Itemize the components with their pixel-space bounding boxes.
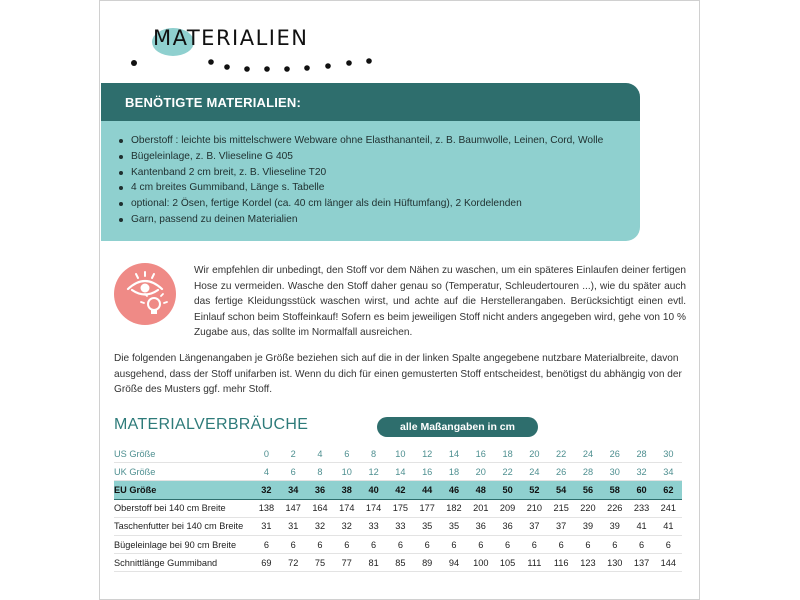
table-cell: 6 [333, 535, 360, 553]
table-cell: 30 [655, 445, 682, 463]
table-cell: 35 [441, 517, 468, 535]
unit-note-badge: alle Maßangaben in cm [377, 417, 538, 437]
table-cell: 12 [360, 463, 387, 481]
table-cell: 130 [601, 554, 628, 572]
table-cell: 20 [521, 445, 548, 463]
table-cell: 32 [307, 517, 334, 535]
table-cell: 164 [307, 499, 334, 517]
material-consumption-table [114, 445, 682, 572]
table-cell: 39 [601, 517, 628, 535]
table-cell: 89 [414, 554, 441, 572]
table-cell: 36 [307, 481, 334, 499]
table-cell: 123 [575, 554, 602, 572]
materials-list-box [101, 121, 640, 241]
table-cell: 14 [441, 445, 468, 463]
table-cell: 6 [628, 535, 655, 553]
table-row [114, 463, 682, 481]
table-cell: 174 [360, 499, 387, 517]
table-cell: 37 [521, 517, 548, 535]
table-row [114, 554, 682, 572]
table-cell: 6 [253, 535, 280, 553]
list-item: 4 cm breites Gummiband, Länge s. Tabelle [119, 180, 603, 196]
table-cell: 210 [521, 499, 548, 517]
table-cell: 18 [441, 463, 468, 481]
table-row [114, 535, 682, 553]
table-cell: 147 [280, 499, 307, 517]
table-cell: 36 [494, 517, 521, 535]
table-cell: 138 [253, 499, 280, 517]
table-cell: 14 [387, 463, 414, 481]
table-cell: 182 [441, 499, 468, 517]
table-row [114, 481, 682, 499]
table-cell: 12 [414, 445, 441, 463]
table-cell: 38 [333, 481, 360, 499]
row-label: Schnittlänge Gummiband [114, 554, 253, 572]
table-cell: 41 [628, 517, 655, 535]
table-cell: 201 [467, 499, 494, 517]
table-cell: 4 [253, 463, 280, 481]
table-cell: 26 [601, 445, 628, 463]
row-label: EU Größe [114, 481, 253, 499]
table-cell: 85 [387, 554, 414, 572]
table-cell: 10 [333, 463, 360, 481]
table-cell: 77 [333, 554, 360, 572]
table-cell: 4 [307, 445, 334, 463]
decorative-dots [100, 1, 700, 81]
table-cell: 36 [467, 517, 494, 535]
table-cell: 6 [467, 535, 494, 553]
table-cell: 75 [307, 554, 334, 572]
table-cell: 42 [387, 481, 414, 499]
table-cell: 24 [521, 463, 548, 481]
table-cell: 8 [307, 463, 334, 481]
table-cell: 18 [494, 445, 521, 463]
table-cell: 81 [360, 554, 387, 572]
table-row [114, 445, 682, 463]
page-title: MATERIALIEN [153, 26, 309, 50]
table-cell: 34 [280, 481, 307, 499]
list-item: optional: 2 Ösen, fertige Kordel (ca. 40 cm länger als dein Hüftumfang), 2 Kordelenden [119, 196, 603, 212]
table-cell: 39 [575, 517, 602, 535]
materials-heading-bar [101, 83, 640, 121]
consumption-title: MATERIALVERBRÄUCHE [114, 416, 309, 433]
row-label: US Größe [114, 445, 253, 463]
table-cell: 177 [414, 499, 441, 517]
table-cell: 52 [521, 481, 548, 499]
table-cell: 26 [548, 463, 575, 481]
table-cell: 24 [575, 445, 602, 463]
list-item: Oberstoff : leichte bis mittelschwere Webware ohne Elasthananteil, z. B. Baumwolle, Leinen, Cord, Wolle [119, 133, 603, 149]
washing-tip-text: Wir empfehlen dir unbedingt, den Stoff vor dem Nähen zu waschen, um ein späteres Einlaufen deiner fertigen Hose zu vermeiden. Wasche den Stoff daher genau so (Temperatur, Schleudertouren ...), wie du später auch das fertige Kleidungsstück waschen wirst, und achte auf die Herstellerangaben. Berücksichtigt einen evtl. Einlauf schon beim Stoffeinkauf! Sofern es beim jeweiligen Stoff nicht anders angegeben wird, gehe von 10 % Zugabe aus, das sollte im Normalfall ausreichen. [194, 265, 686, 338]
table-cell: 28 [628, 445, 655, 463]
table-cell: 69 [253, 554, 280, 572]
table-cell: 16 [414, 463, 441, 481]
table-cell: 144 [655, 554, 682, 572]
table-cell: 6 [280, 535, 307, 553]
table-cell: 6 [307, 535, 334, 553]
row-label: Bügeleinlage bei 90 cm Breite [114, 535, 253, 553]
row-label: Oberstoff bei 140 cm Breite [114, 499, 253, 517]
table-cell: 116 [548, 554, 575, 572]
table-cell: 30 [601, 463, 628, 481]
table-cell: 35 [414, 517, 441, 535]
row-label: Taschenfutter bei 140 cm Breite [114, 517, 253, 535]
table-cell: 6 [414, 535, 441, 553]
table-cell: 34 [655, 463, 682, 481]
table-cell: 2 [280, 445, 307, 463]
materials-list [119, 133, 603, 228]
table-cell: 31 [253, 517, 280, 535]
table-cell: 6 [333, 445, 360, 463]
table-cell: 215 [548, 499, 575, 517]
table-cell: 50 [494, 481, 521, 499]
table-cell: 226 [601, 499, 628, 517]
table-cell: 44 [414, 481, 441, 499]
table-cell: 31 [280, 517, 307, 535]
pattern-page [99, 0, 700, 600]
row-label: UK Größe [114, 463, 253, 481]
table-cell: 175 [387, 499, 414, 517]
table-cell: 6 [655, 535, 682, 553]
table-cell: 220 [575, 499, 602, 517]
table-cell: 32 [333, 517, 360, 535]
table-cell: 6 [280, 463, 307, 481]
table-cell: 6 [521, 535, 548, 553]
table-cell: 6 [360, 535, 387, 553]
eye-lightbulb-icon [114, 263, 176, 325]
list-item: Garn, passend zu deinen Materialien [119, 212, 603, 228]
table-cell: 6 [494, 535, 521, 553]
table-cell: 233 [628, 499, 655, 517]
table-cell: 41 [655, 517, 682, 535]
table-cell: 32 [253, 481, 280, 499]
table-cell: 100 [467, 554, 494, 572]
table-cell: 241 [655, 499, 682, 517]
table-cell: 58 [601, 481, 628, 499]
table-row [114, 517, 682, 535]
list-item: Bügeleinlage, z. B. Vlieseline G 405 [119, 149, 603, 165]
table-cell: 40 [360, 481, 387, 499]
length-intro-text: Die folgenden Längenangaben je Größe beziehen sich auf die in der linken Spalte angegebene nutzbare Materialbreite, davon ausgehend, dass der Stoff unifarben ist. Wenn du dich für einen gemusterten Stoff entscheidest, benötigst du abhängig von der Größe des Musters ggf. mehr Stoff. [114, 353, 682, 395]
table-cell: 6 [575, 535, 602, 553]
table-cell: 62 [655, 481, 682, 499]
table-cell: 22 [548, 445, 575, 463]
table-cell: 6 [548, 535, 575, 553]
table-cell: 32 [628, 463, 655, 481]
table-cell: 56 [575, 481, 602, 499]
table-cell: 137 [628, 554, 655, 572]
table-cell: 6 [441, 535, 468, 553]
table-cell: 94 [441, 554, 468, 572]
table-cell: 174 [333, 499, 360, 517]
table-cell: 20 [467, 463, 494, 481]
table-cell: 46 [441, 481, 468, 499]
table-cell: 37 [548, 517, 575, 535]
table-cell: 28 [575, 463, 602, 481]
table-cell: 48 [467, 481, 494, 499]
table-cell: 6 [601, 535, 628, 553]
materials-heading: BENÖTIGTE MATERIALIEN: [125, 95, 302, 110]
table-cell: 8 [360, 445, 387, 463]
table-cell: 60 [628, 481, 655, 499]
table-cell: 72 [280, 554, 307, 572]
table-cell: 0 [253, 445, 280, 463]
table-cell: 16 [467, 445, 494, 463]
table-cell: 105 [494, 554, 521, 572]
list-item: Kantenband 2 cm breit, z. B. Vlieseline T20 [119, 165, 603, 181]
table-cell: 111 [521, 554, 548, 572]
table-row [114, 499, 682, 517]
table-cell: 54 [548, 481, 575, 499]
table-cell: 6 [387, 535, 414, 553]
table-cell: 209 [494, 499, 521, 517]
table-cell: 10 [387, 445, 414, 463]
table-cell: 33 [387, 517, 414, 535]
table-cell: 22 [494, 463, 521, 481]
table-cell: 33 [360, 517, 387, 535]
